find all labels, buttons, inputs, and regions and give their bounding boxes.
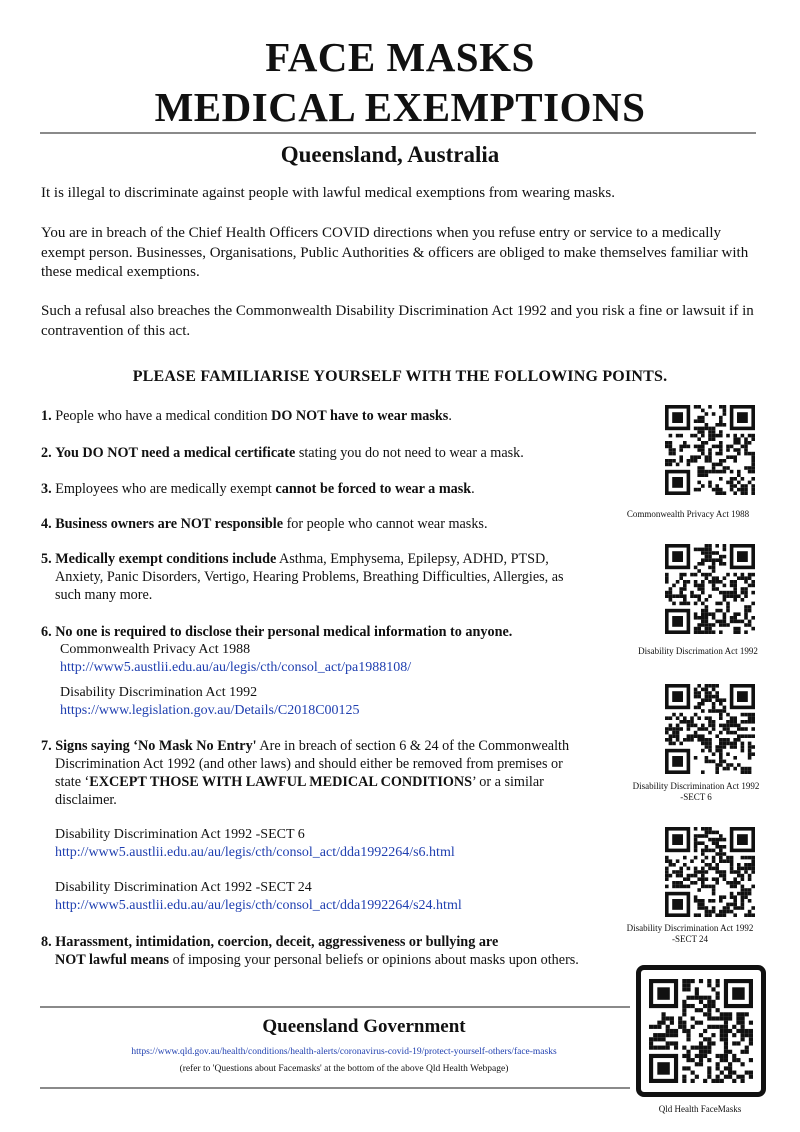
points-heading: PLEASE FAMILIARISE YOURSELF WITH THE FOLLOWING POINTS. [132,368,668,385]
point-text: Anxiety, Panic Disorders, Vertigo, Hearing Problems, Breathing Difficulties, Allergies, as [55,569,564,585]
point-number: 4. [41,516,52,532]
qr-code-icon[interactable] [665,544,755,634]
qr-caption-s6-line-2: -SECT 6 [680,792,712,802]
point-7 [41,737,621,809]
footer-note: (refer to 'Questions about Facemasks' at the bottom of the above Qld Health Webpage) [179,1064,509,1074]
point-text: Discrimination Act 1992 (and other laws) and should either be removed from premises or [55,756,563,772]
source-s24-name: Disability Discrimination Act 1992 -SECT 24 [55,880,312,895]
point-emphasis: You DO NOT need a medical certificate [55,445,296,461]
point-4 [41,515,621,533]
intro-paragraph-3: Such a refusal also breaches the Commonwealth Disability Discrimination Act 1992 and you risk a fine or lawsuit if in contravention of this act. [41,303,754,339]
qr-code-icon [665,405,755,495]
source-dda-link[interactable]: https://www.legislation.gov.au/Details/C2018C00125 [60,703,360,718]
point-emphasis: DO NOT have to wear masks [271,408,449,424]
source-s6-link[interactable]: http://www5.austlii.edu.au/au/legis/cth/consol_act/dda1992264/s6.html [55,845,455,860]
qr-code-icon[interactable] [665,405,755,495]
point-text: disclaimer. [55,792,117,808]
point-emphasis: Harassment, intimidation, coercion, deceit, aggressiveness or bullying are [55,934,499,950]
point-emphasis: cannot be forced to wear a mask [275,481,472,497]
point-8 [41,933,631,969]
qr-caption-s24-line-1: Disability Discrimination Act 1992 [626,923,754,933]
qr-caption-dda: Disability Discrimation Act 1992 [638,646,758,656]
source-privacy-link[interactable]: http://www5.austlii.edu.au/au/legis/cth/consol_act/pa1988108/ [60,660,412,675]
footer-link[interactable]: https://www.qld.gov.au/health/conditions/health-alerts/coronavirus-covid-19/protect-yourself-others/face-masks [131,1047,557,1057]
page-subtitle: Queensland, Australia [280,142,500,167]
point-2 [41,444,621,462]
point-text: ’ or a similar [472,774,544,790]
point-text: Are in breach of section 6 & 24 of the Commonwealth [256,738,570,754]
point-emphasis: EXCEPT THOSE WITH LAWFUL MEDICAL CONDITIONS [89,774,473,790]
qr-code-icon [665,544,755,634]
point-text: . [448,408,452,424]
title-divider [40,132,756,134]
qr-caption-s24-line-2: -SECT 24 [671,934,709,944]
point-1 [41,407,621,425]
qr-code-icon [665,684,755,774]
point-emphasis: Signs saying ‘No Mask No Entry' [55,738,257,754]
footer-divider-bottom [40,1087,630,1089]
point-text: . [471,481,475,497]
point-number: 1. [41,408,52,424]
page-title-line-1: FACE MASKS [265,34,535,80]
point-6 [41,623,621,641]
qr-code-icon[interactable] [665,684,755,774]
intro-paragraph-2: You are in breach of the Chief Health Officers COVID directions when you refuse entry or service to a medically exempt person. Businesses, Organisations, Public Authorities & officers are obliged to make themselves familiar with these medical exemptions. [41,225,749,280]
point-text: stating you do not need to wear a mask. [295,445,524,461]
source-s24-link[interactable]: http://www5.austlii.edu.au/au/legis/cth/consol_act/dda1992264/s24.html [55,898,462,913]
point-number: 5. [41,551,52,567]
footer-title: Queensland Government [262,1016,466,1037]
source-s6-name: Disability Discrimination Act 1992 -SECT 6 [55,827,305,842]
qr-caption-qld-health: Qld Health FaceMasks [658,1104,742,1114]
source-privacy-name: Commonwealth Privacy Act 1988 [60,642,251,657]
qr-caption-s6 [616,781,776,803]
point-text: People who have a medical condition [55,408,272,424]
qr-caption-privacy: Commonwealth Privacy Act 1988 [626,509,750,519]
page-title-line-2: MEDICAL EXEMPTIONS [154,84,646,130]
point-text: such many more. [55,587,153,603]
point-5 [41,550,621,604]
qr-code-icon[interactable] [665,827,755,917]
qr-code-icon [665,827,755,917]
point-emphasis: Medically exempt conditions include [55,551,277,567]
point-text: Asthma, Emphysema, Epilepsy, ADHD, PTSD, [276,551,549,567]
point-3 [41,480,621,498]
qr-caption-s24 [610,923,770,945]
point-number: 3. [41,481,52,497]
point-text: state ‘ [55,774,90,790]
point-text: of imposing your personal beliefs or opinions about masks upon others. [169,952,579,968]
point-number: 6. [41,624,52,640]
point-number: 2. [41,445,52,461]
point-number: 7. [41,738,52,754]
point-emphasis: NOT lawful means [55,952,170,968]
point-text: for people who cannot wear masks. [283,516,488,532]
source-dda-name: Disability Discrimination Act 1992 [60,685,258,700]
point-emphasis: Business owners are NOT responsible [55,516,284,532]
point-text: Employees who are medically exempt [55,481,276,497]
intro-paragraph-1: It is illegal to discriminate against people with lawful medical exemptions from wearing masks. [41,185,616,201]
point-number: 8. [41,934,52,950]
qr-caption-s6-line-1: Disability Discrimination Act 1992 [632,781,760,791]
point-emphasis: No one is required to disclose their personal medical information to anyone. [55,624,513,640]
footer-divider-top [40,1006,630,1008]
